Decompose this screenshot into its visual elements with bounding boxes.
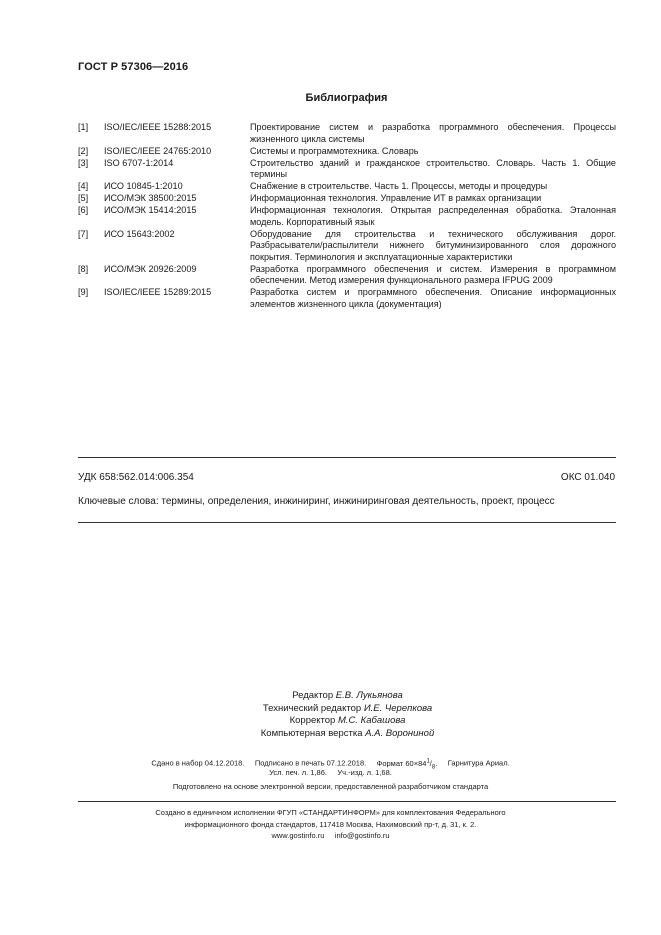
staff-credits: [0, 690, 661, 740]
staff-line: [17, 728, 661, 741]
imprint-typeface: Гарнитура Ариал.: [447, 758, 510, 768]
bibliography-item-standard: ИСО 15643:2002: [104, 228, 175, 239]
staff-role: Компьютерная верстка: [260, 727, 363, 739]
bibliography-item: [78, 264, 616, 287]
bibliography-item-number: [9]: [78, 287, 89, 297]
publisher-line-1: Создано в единичном исполнении ФГУП «СТАНДАРТИНФОРМ» для комплектования Федерального: [155, 808, 506, 817]
keywords: Ключевые слова: термины, определения, инжиниринг, инжиниринговая деятельность, проект, процесс: [78, 496, 555, 507]
publisher-contacts: [0, 830, 661, 843]
bibliography-title: [0, 92, 661, 104]
imprint-publisher-sheets: Уч.-изд. л. 1,68.: [337, 768, 392, 777]
bibliography-item: [78, 229, 616, 264]
staff-role: Корректор: [289, 715, 336, 726]
imprint-format-denominator: 8: [431, 764, 436, 770]
imprint-line-3: Подготовлено на основе электронной версии, предоставленной разработчиком стандарта: [172, 782, 489, 791]
divider-top: [78, 457, 616, 458]
imprint-format-prefix: Формат 60×84: [376, 758, 427, 768]
staff-name: М.С. Кабашова: [337, 715, 406, 726]
bibliography-item-standard: ISO/IEC/IEEE 15289:2015: [104, 287, 212, 297]
staff-name: И.Е. Черепкова: [363, 702, 433, 714]
staff-line: [17, 715, 661, 728]
bibliography-item-title: Информационная технология. Открытая распределенная обработка. Эталонная модель. Корпоративный язык: [250, 205, 616, 227]
bibliography-item-standard: ISO 6707-1:2014: [104, 157, 174, 168]
bibliography-item-title: Строительство зданий и гражданское строительство. Словарь. Часть 1. Общие термины: [250, 157, 616, 179]
staff-role: Редактор: [292, 690, 334, 701]
imprint-format: Формат $60\times 84^1/_8$.: [376, 758, 438, 770]
staff-name: А.А. Ворониной: [365, 727, 435, 739]
bibliography-title-text: Библиография: [305, 92, 388, 104]
oks-code: ОКС 01.040: [560, 472, 615, 483]
bibliography-item-number: [8]: [78, 263, 89, 274]
bibliography-list: [78, 122, 616, 311]
bibliography-item: [78, 193, 616, 205]
bibliography-item-title: Проектирование систем и разработка программного обеспечения. Процессы жизненного цикла системы: [250, 122, 616, 144]
divider-middle: [78, 522, 616, 523]
bibliography-item: [78, 146, 616, 158]
bibliography-item-standard: ИСО/МЭК 20926:2009: [104, 263, 197, 274]
bibliography-item-title: Разработка программного обеспечения и систем. Измерения в программном обеспечении. Метод измерения функционального размера IFPUG 2009: [250, 263, 616, 285]
bibliography-item: [78, 181, 616, 193]
bibliography-item-standard: ИСО 10845-1:2010: [104, 181, 183, 191]
imprint-print-sheets: Усл. печ. л. 1,86.: [269, 768, 327, 777]
bibliography-item-number: [7]: [78, 228, 89, 239]
imprint-line-2: [0, 767, 661, 780]
bibliography-item-number: [4]: [78, 181, 89, 191]
bibliography-item-number: [1]: [78, 122, 89, 132]
bibliography-item-standard: ISO/IEC/IEEE 24765:2010: [104, 145, 212, 156]
divider-bottom: [78, 801, 616, 802]
bibliography-item-title: Оборудование для строительства и технического обслуживания дорог. Разбрасыватели/распылители нижнего битуминизированного слоя дорожного покрытия. Терминология и эксплуатационные характеристики: [250, 228, 616, 262]
bibliography-item-standard: ИСО/МЭК 38500:2015: [104, 193, 197, 203]
bibliography-item-number: [3]: [78, 157, 89, 168]
staff-role: Технический редактор: [262, 702, 362, 714]
imprint-submitted: Сдано в набор 04.12.2018.: [151, 758, 245, 768]
bibliography-item-number: [5]: [78, 193, 89, 203]
publisher-email[interactable]: info@gostinfo.ru: [334, 831, 390, 840]
imprint-format-suffix: .: [435, 758, 438, 768]
bibliography-item-title: Информационная технология. Управление ИТ в рамках организации: [250, 193, 542, 203]
bibliography-item-title: Разработка систем и программного обеспечения. Описание информационных элементов жизненного цикла (документация): [250, 287, 616, 309]
bibliography-item-number: [2]: [78, 145, 89, 156]
bibliography-item-number: [6]: [78, 205, 89, 215]
bibliography-item-standard: ISO/IEC/IEEE 15288:2015: [104, 122, 212, 132]
bibliography-item: [78, 158, 616, 181]
imprint-format-numerator: 1: [426, 758, 430, 764]
bibliography-item-title: Системы и программотехника. Словарь: [250, 145, 419, 156]
imprint-signed: Подписано в печать 07.12.2018.: [254, 758, 367, 768]
bibliography-item: [78, 205, 616, 228]
staff-line: [17, 690, 661, 703]
bibliography-item-standard: ИСО/МЭК 15414:2015: [104, 205, 197, 215]
publisher-line-2: информационного фонда стандартов, 117418 Москва, Нахимовский пр-т, д. 31, к. 2.: [184, 820, 477, 829]
bibliography-item-title: Снабжение в строительстве. Часть 1. Процессы, методы и процедуры: [250, 181, 548, 191]
staff-line: [17, 703, 661, 716]
staff-name: Е.В. Лукьянова: [335, 690, 403, 701]
publisher-website[interactable]: www.gostinfo.ru: [271, 831, 325, 840]
document-code: ГОСТ Р 57306—2016: [78, 61, 189, 73]
udk-code: УДК 658:562.014:006.354: [78, 472, 194, 483]
bibliography-item: [78, 287, 616, 310]
bibliography-item: [78, 122, 616, 145]
